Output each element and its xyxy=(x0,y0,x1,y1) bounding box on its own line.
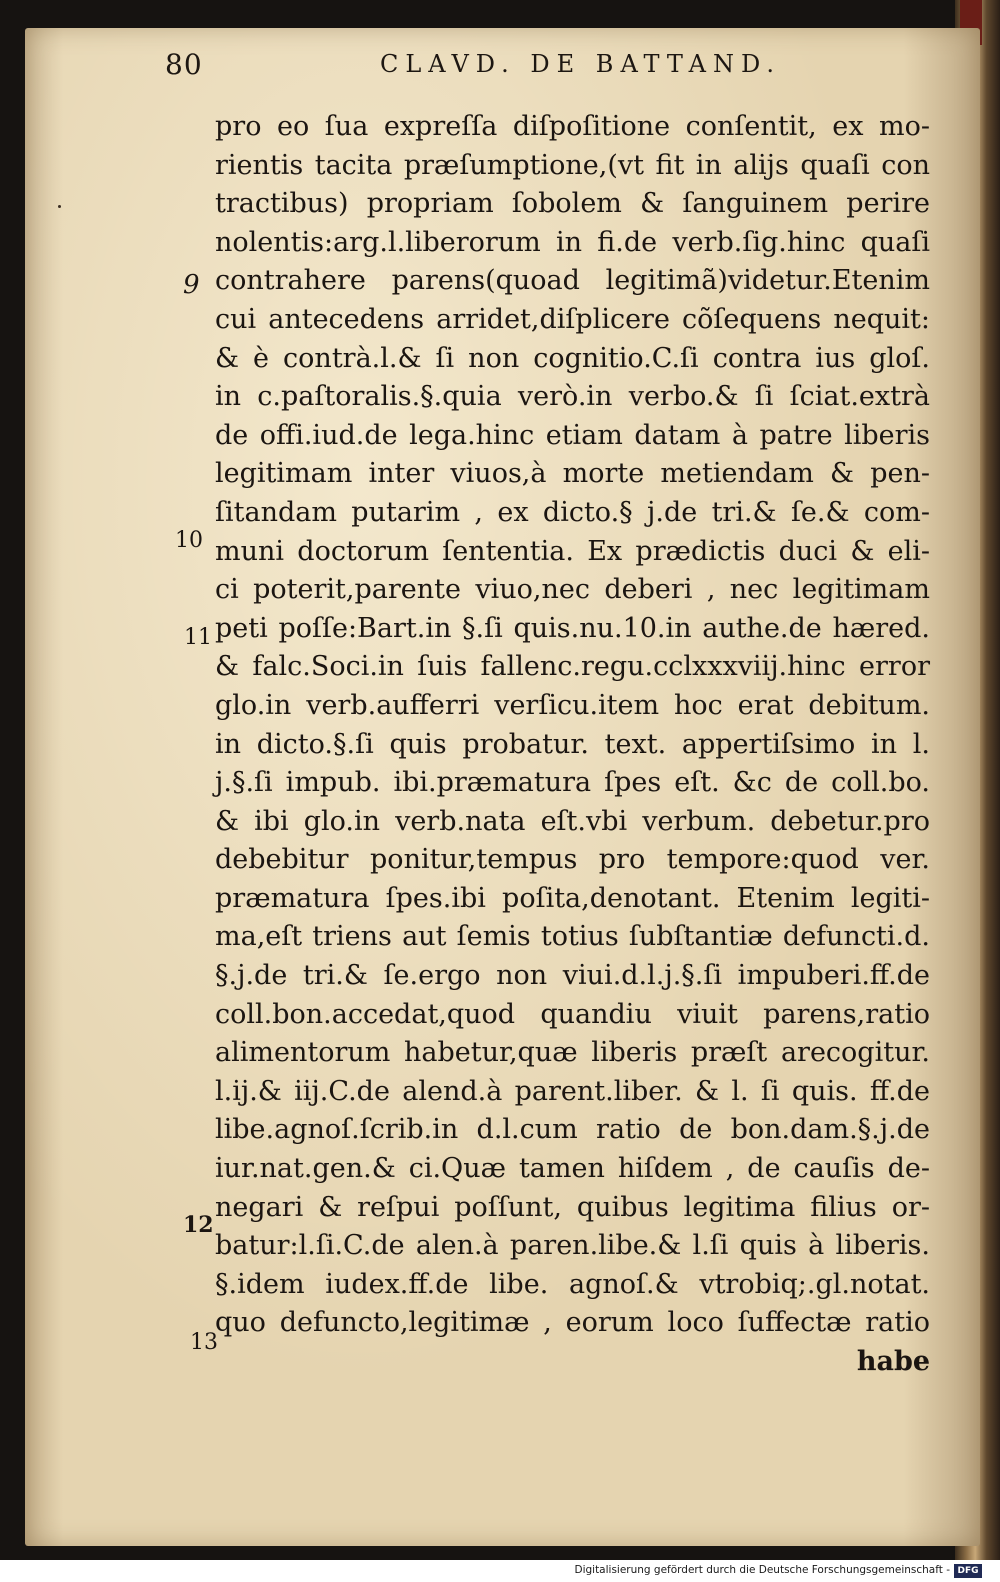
text-line: rientis tacita præſumptione,(vt fit in aliјs quaſi con xyxy=(215,149,930,181)
text-line: & è contrà.l.& ſi non cognitio.C.ſi contra ius gloſ. xyxy=(215,342,930,374)
text-line: j.§.ſi impub. ibi.præmatura ſpes eſt. &c de coll.bo. xyxy=(215,767,930,799)
text-line: tractibus) propriam ſobolem & ſanguinem perire xyxy=(215,188,930,220)
text-line: de offi.iud.de lega.hinc etiam datam à patre liberis xyxy=(215,419,930,451)
text-line: coll.bon.accedat,quod quandiu viuit parens,ratio xyxy=(215,998,930,1030)
body-text xyxy=(215,108,930,1382)
text-line: iur.nat.gen.& ci.Quæ tamen hiſdem , de cauſis de- xyxy=(215,1153,930,1185)
text-line: muni doctorum ſententia. Ex prædictis duci & eli- xyxy=(215,535,930,567)
text-line: debebitur ponitur,tempus pro tempore:quod ver. xyxy=(215,844,930,876)
text-line: præmatura ſpes.ibi poſita,denotant. Etenim legiti- xyxy=(215,882,930,914)
text-line: in c.paſtoralis.§.quia verò.in verbo.& ſi ſciat.extrà xyxy=(215,381,930,413)
text-line: l.ij.& iij.C.de alend.à parent.liber. & l. ſi quis. ff.de xyxy=(215,1075,930,1107)
text-line: nolentis:arg.l.liberorum in fi.de verb.ſig.hinc quaſi xyxy=(215,226,930,258)
text-line: ſitandam putarim , ex dicto.§ j.de tri.& ſe.& com- xyxy=(215,496,930,528)
page-number: 80 xyxy=(165,48,203,81)
marginal-number-9: 9 xyxy=(183,270,200,300)
text-line: & ibi glo.in verb.nata eſt.vbi verbum. debetur.pro xyxy=(215,805,930,837)
text-line: ci poterit,parente viuo,nec deberi , nec legitimam xyxy=(215,574,930,606)
funding-credit: Digitalisierung gefördert durch die Deutsche Forschungsgemeinschaft - xyxy=(574,1564,950,1576)
running-title: CLAVD. DE BATTAND. xyxy=(380,50,781,78)
text-line: libe.agnoſ.ſcrib.in d.l.cum ratio de bon.dam.§.j.de xyxy=(215,1114,930,1146)
marginal-number-10: 10 xyxy=(175,528,203,553)
text-line: batur:l.ſi.C.de alen.à paren.libe.& l.ſi quis à liberis. xyxy=(215,1230,930,1262)
marginal-number-11: 11 xyxy=(184,625,212,650)
text-line: cui antecedens arridet,diſplicere cõſequens nequit: xyxy=(215,303,930,335)
text-line: §.idem iudex.ff.de libe. agnoſ.& vtrobiq;.gl.notat. xyxy=(215,1268,930,1300)
text-line: §.j.de tri.& ſe.ergo non viui.d.l.j.§.ſi impuberi.ff.de xyxy=(215,960,930,992)
text-line: quo defuncto,legitimæ , eorum loco ſuffectæ ratio xyxy=(215,1307,930,1339)
text-line: negari & reſpui poſſunt, quibus legitima filius or- xyxy=(215,1191,930,1223)
footer-bar xyxy=(0,1560,1000,1582)
text-line: contrahere parens(quoad legitimã)videtur.Etenim xyxy=(215,265,930,297)
marginal-number-13: 13 xyxy=(190,1330,218,1355)
text-line: alimentorum habetur,quæ liberis præſt arecogitur. xyxy=(215,1037,930,1069)
text-line: peti poſſe:Bart.in §.ſi quis.nu.10.in authe.de hæred. xyxy=(215,612,930,644)
text-line: & falc.Soci.in ſuis fallenc.regu.cclxxxviij.hinc error xyxy=(215,651,930,683)
dfg-logo: DFG xyxy=(954,1564,982,1578)
text-line: legitimam inter viuos,à morte metiendam & pen- xyxy=(215,458,930,490)
text-line: ma,eſt triens aut ſemis totius ſubſtantiæ defuncti.d. xyxy=(215,921,930,953)
running-head xyxy=(165,48,815,88)
ink-speck xyxy=(58,205,61,208)
marginal-number-12: 12 xyxy=(183,1212,214,1238)
text-line: in dicto.§.ſi quis probatur. text. appertiſsimo in l. xyxy=(215,728,930,760)
text-line: glo.in verb.aufferri verſicu.item hoc erat debitum. xyxy=(215,689,930,721)
text-line: pro eo ſua expreſſa diſpoſitione conſentit, ex mo- xyxy=(215,111,930,142)
catchword: habe xyxy=(856,1346,930,1377)
